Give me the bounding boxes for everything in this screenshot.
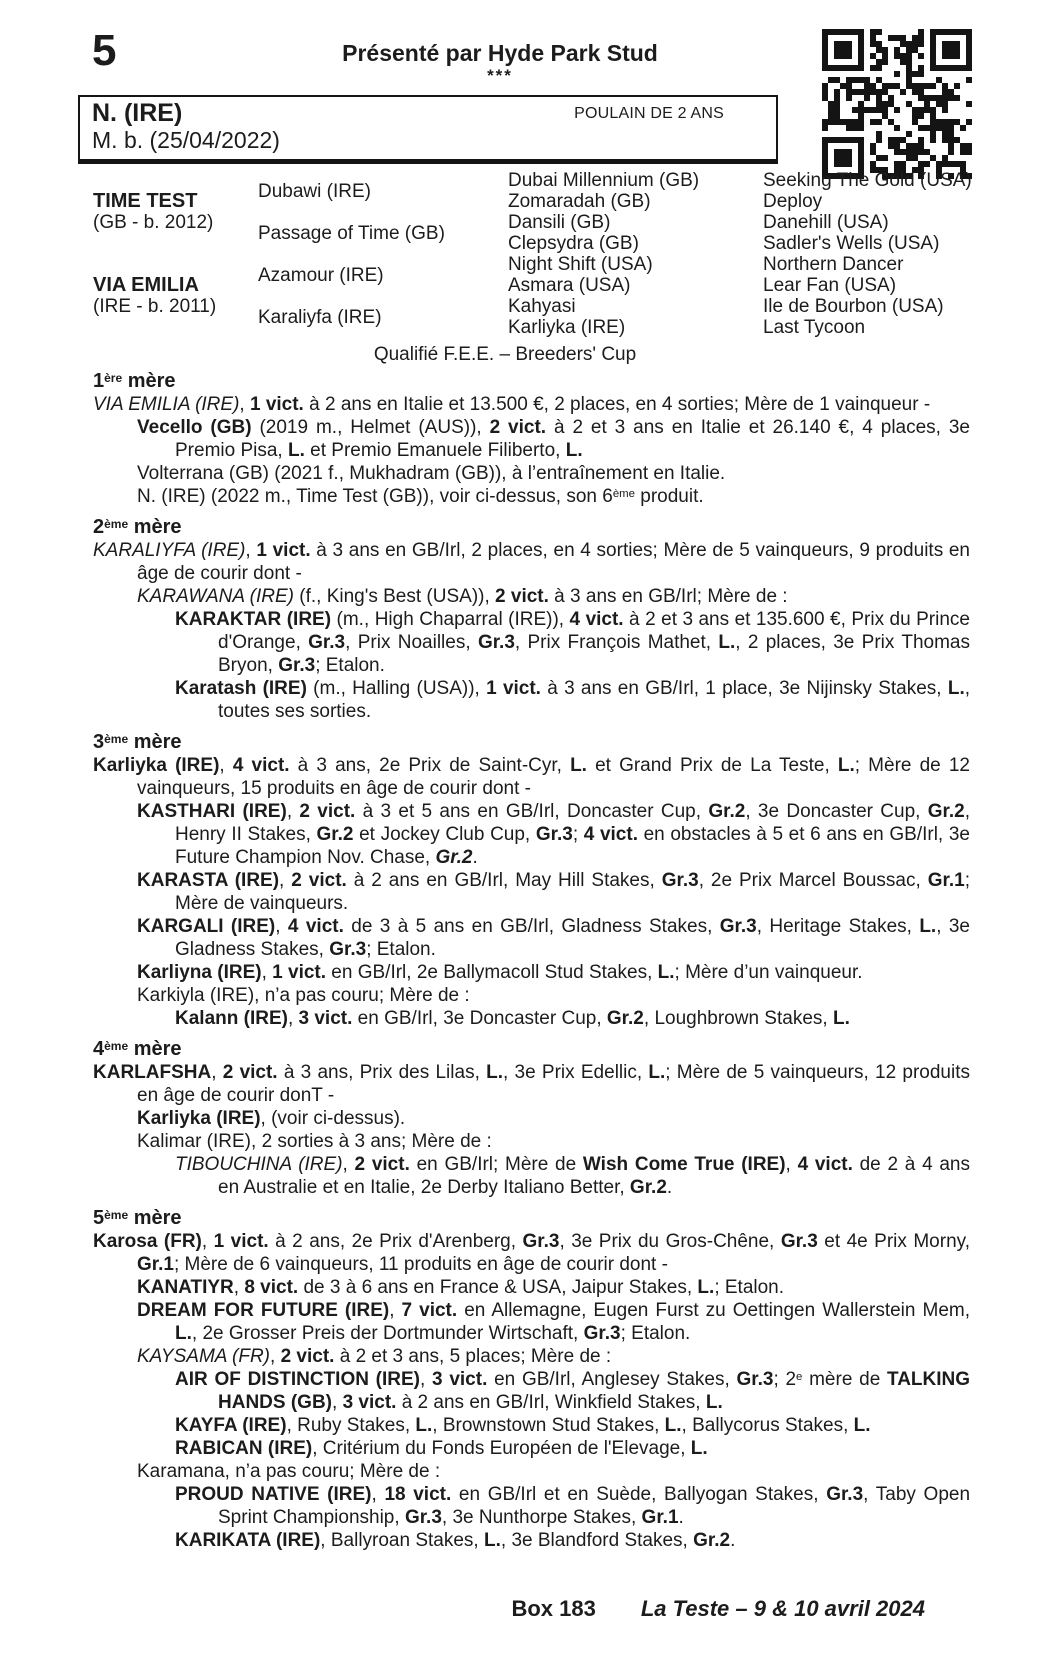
pedigree-paragraph: Kalimar (IRE), 2 sorties à 3 ans; Mère de : — [137, 1131, 492, 1152]
pedigree-dam-origin: (IRE - b. 2011) — [93, 296, 217, 317]
horse-category: POULAIN DE 2 ANS — [574, 104, 724, 122]
pedigree-paragraph: Volterrana (GB) (2021 f., Mukhadram (GB)), à l’entraînement en Italie. — [137, 463, 726, 484]
pedigree-paragraph: Karamana, n’a pas couru; Mère de : — [137, 1461, 441, 1482]
pedigree-ancestor: Zomaradah (GB) — [508, 191, 651, 212]
mare-section — [93, 1038, 970, 1199]
footer — [0, 1596, 925, 1622]
horse-name: N. (IRE) — [92, 99, 183, 127]
pedigree-ancestor: Danehill (USA) — [763, 212, 889, 233]
pedigree-paragraph: KARGALI (IRE), 4 vict. de 3 à 5 ans en GB/Irl, Gladness Stakes, Gr.3, Heritage Stakes, L., 3e Gladness Stakes, Gr.3; Etalon. — [137, 916, 970, 960]
lot-number: 5 — [92, 26, 117, 75]
pedigree-details — [93, 370, 970, 1552]
pedigree-ancestor: Azamour (IRE) — [258, 264, 384, 286]
qualification-note: Qualifié F.E.E. – Breeders' Cup — [373, 344, 637, 365]
mare-section — [93, 1207, 970, 1552]
pedigree-paragraph: RABICAN (IRE), Critérium du Fonds Européen de l'Elevage, L. — [175, 1438, 708, 1459]
section-heading: 2ème mère — [93, 516, 182, 538]
pedigree-ancestor: Last Tycoon — [763, 317, 866, 338]
pedigree-dam-name: VIA EMILIA — [93, 274, 199, 296]
pedigree-ancestor: Seeking The Gold (USA) — [763, 170, 972, 191]
pedigree-ancestor: Clepsydra (GB) — [508, 233, 639, 254]
pedigree-ancestor: Dansili (GB) — [508, 212, 611, 233]
pedigree-paragraph: Karliyna (IRE), 1 vict. en GB/Irl, 2e Ballymacoll Stud Stakes, L.; Mère d’un vainqueur. — [137, 962, 863, 983]
presenter-title: Présenté par Hyde Park Stud — [342, 40, 658, 66]
pedigree-paragraph: KASTHARI (IRE), 2 vict. à 3 et 5 ans en GB/Irl, Doncaster Cup, Gr.2, 3e Doncaster Cup, Gr.2, Henry II Stakes, Gr.2 et Jockey Club Cup, Gr.3; 4 vict. en obstacles à 5 et 6 ans en GB/Irl, 3e Future Champion Nov. Chase, Gr.2. — [137, 801, 970, 868]
mare-section — [93, 370, 970, 508]
mare-section — [93, 516, 970, 723]
pedigree-ancestor: Passage of Time (GB) — [258, 222, 445, 244]
pedigree-ancestor: Karaliyfa (IRE) — [258, 306, 382, 328]
pedigree-sire-name: TIME TEST — [93, 190, 198, 212]
pedigree-paragraph: KARIKATA (IRE), Ballyroan Stakes, L., 3e Blandford Stakes, Gr.2. — [175, 1530, 736, 1551]
pedigree-ancestor: Karliyka (IRE) — [508, 317, 626, 338]
section-heading: 3ème mère — [93, 731, 182, 753]
pedigree-paragraph: Karliyka (IRE), (voir ci-dessus). — [137, 1108, 406, 1129]
pedigree-paragraph: KARAKTAR (IRE) (m., High Chaparral (IRE)), 4 vict. à 2 et 3 ans et 135.600 €, Prix du Prince d'Orange, Gr.3, Prix Noailles, Gr.3, Prix François Mathet, L., 2 places, 3e Prix Thomas Bryon, Gr.3; Etalon. — [175, 609, 970, 676]
pedigree-ancestor: Ile de Bourbon (USA) — [763, 296, 944, 317]
horse-name-box — [78, 95, 778, 164]
horse-birth-date: M. b. (25/04/2022) — [92, 127, 280, 153]
pedigree-dam — [93, 274, 258, 318]
pedigree-ancestor: Dubai Millennium (GB) — [508, 170, 700, 191]
sale-name-date: La Teste – 9 & 10 avril 2024 — [640, 1596, 925, 1621]
pedigree-ancestor: Sadler's Wells (USA) — [763, 233, 940, 254]
pedigree-paragraph: VIA EMILIA (IRE), 1 vict. à 2 ans en Italie et 13.500 €, 2 places, en 4 sorties; Mère de 1 vainqueur - — [93, 394, 931, 415]
section-heading: 1ère mère — [93, 370, 176, 392]
pedigree-ancestor: Kahyasi — [508, 296, 576, 317]
stars-separator: *** — [487, 66, 513, 85]
pedigree-sire-origin: (GB - b. 2012) — [93, 212, 214, 233]
box-number: Box 183 — [511, 1596, 596, 1621]
pedigree-paragraph: KANATIYR, 8 vict. de 3 à 6 ans en France & USA, Jaipur Stakes, L.; Etalon. — [137, 1277, 785, 1298]
pedigree-ancestor: Deploy — [763, 191, 823, 212]
pedigree-paragraph: Karliyka (IRE), 4 vict. à 3 ans, 2e Prix de Saint-Cyr, L. et Grand Prix de La Teste, L.; Mère de 12 vainqueurs, 15 produits en âge de courir dont - — [93, 755, 970, 799]
pedigree-paragraph: KARASTA (IRE), 2 vict. à 2 ans en GB/Irl, May Hill Stakes, Gr.3, 2e Prix Marcel Boussac, Gr.1; Mère de vainqueurs. — [137, 870, 970, 914]
pedigree-paragraph: TIBOUCHINA (IRE), 2 vict. en GB/Irl; Mère de Wish Come True (IRE), 4 vict. de 2 à 4 ans en Australie et en Italie, 2e Derby Italiano Better, Gr.2. — [175, 1154, 970, 1198]
pedigree-ancestor: Night Shift (USA) — [508, 254, 653, 275]
pedigree-paragraph: KARAWANA (IRE) (f., King's Best (USA)), 2 vict. à 3 ans en GB/Irl; Mère de : — [137, 586, 788, 607]
section-heading: 5ème mère — [93, 1207, 182, 1229]
pedigree-ancestor: Asmara (USA) — [508, 275, 631, 296]
pedigree-paragraph: KAYFA (IRE), Ruby Stakes, L., Brownstown Stud Stakes, L., Ballycorus Stakes, L. — [175, 1415, 871, 1436]
pedigree-paragraph: KARLAFSHA, 2 vict. à 3 ans, Prix des Lilas, L., 3e Prix Edellic, L.; Mère de 5 vainqueurs, 12 produits en âge de courir donT - — [93, 1062, 971, 1106]
pedigree-ancestor: Northern Dancer — [763, 254, 904, 275]
pedigree-table — [93, 170, 1000, 338]
pedigree-sire — [93, 190, 258, 234]
pedigree-paragraph: Vecello (GB) (2019 m., Helmet (AUS)), 2 vict. à 2 et 3 ans en Italie et 26.140 €, 4 places, 3e Premio Pisa, L. et Premio Emanuele Filiberto, L. — [137, 417, 971, 461]
qr-code — [822, 28, 972, 180]
pedigree-paragraph: AIR OF DISTINCTION (IRE), 3 vict. en GB/Irl, Anglesey Stakes, Gr.3; 2e mère de TALKING HANDS (GB), 3 vict. à 2 ans en GB/Irl, Winkfield Stakes, L. — [175, 1369, 971, 1413]
pedigree-ancestor: Lear Fan (USA) — [763, 275, 897, 296]
pedigree-paragraph: KARALIYFA (IRE), 1 vict. à 3 ans en GB/Irl, 2 places, en 4 sorties; Mère de 5 vainqueurs, 9 produits en âge de courir dont - — [93, 540, 970, 584]
pedigree-paragraph: DREAM FOR FUTURE (IRE), 7 vict. en Allemagne, Eugen Furst zu Oettingen Wallerstein Mem, L., 2e Grosser Preis der Dortmunder Wirtschaft, Gr.3; Etalon. — [137, 1300, 970, 1344]
section-heading: 4ème mère — [93, 1038, 182, 1060]
pedigree-paragraph: N. (IRE) (2022 m., Time Test (GB)), voir ci-dessus, son 6ème produit. — [137, 486, 704, 507]
pedigree-paragraph: Kalann (IRE), 3 vict. en GB/Irl, 3e Doncaster Cup, Gr.2, Loughbrown Stakes, L. — [175, 1008, 850, 1029]
pedigree-paragraph: Karosa (FR), 1 vict. à 2 ans, 2e Prix d'Arenberg, Gr.3, 3e Prix du Gros-Chêne, Gr.3 et 4e Prix Morny, Gr.1; Mère de 6 vainqueurs, 11 produits en âge de courir dont - — [93, 1231, 971, 1275]
pedigree-paragraph: KAYSAMA (FR), 2 vict. à 2 et 3 ans, 5 places; Mère de : — [137, 1346, 612, 1367]
pedigree-paragraph: Karatash (IRE) (m., Halling (USA)), 1 vict. à 3 ans en GB/Irl, 1 place, 3e Nijinsky Stakes, L., toutes ses sorties. — [175, 678, 971, 722]
pedigree-paragraph: PROUD NATIVE (IRE), 18 vict. en GB/Irl et en Suède, Ballyogan Stakes, Gr.3, Taby Open Sprint Championship, Gr.3, 3e Nunthorpe Stakes, Gr.1. — [175, 1484, 971, 1528]
pedigree-ancestor: Dubawi (IRE) — [258, 180, 371, 202]
mare-section — [93, 731, 970, 1030]
pedigree-paragraph: Karkiyla (IRE), n’a pas couru; Mère de : — [137, 985, 470, 1006]
